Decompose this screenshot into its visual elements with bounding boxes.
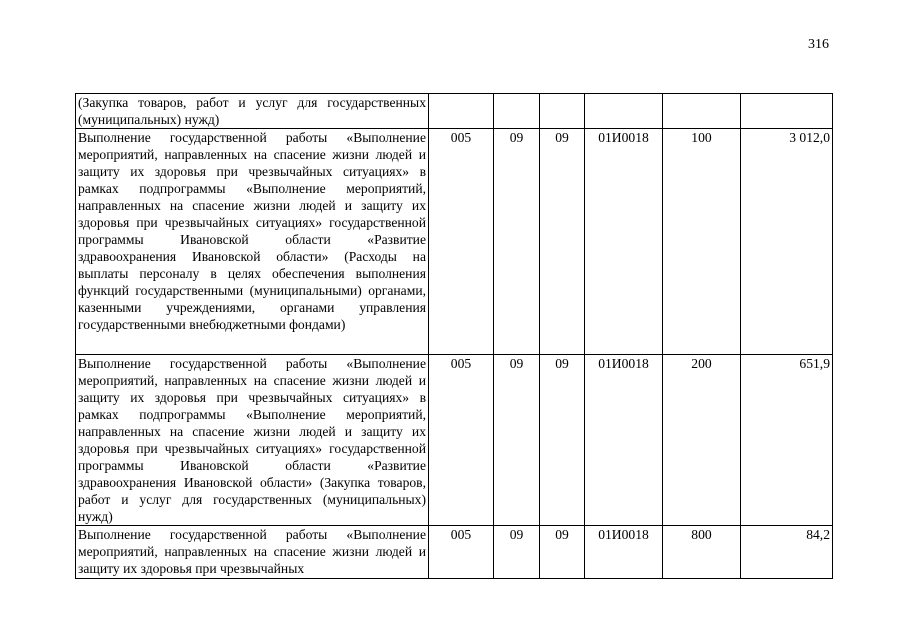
expense-type-cell: 100 (663, 129, 741, 355)
table-row (76, 94, 833, 129)
expense-type-cell (663, 94, 741, 129)
amount-cell: 84,2 (741, 526, 833, 579)
expense-type-cell: 200 (663, 355, 741, 526)
description-cell: Выполнение государственной работы «Выполнение мероприятий, направленных на спасение жизни людей и защиту их здоровья при чрезвычайных ситуациях» в рамках подпрограммы «Выполнение мероприятий, направленных на спасение жизни людей и защиту их здоровья при чрезвычайных ситуациях» государственной программы Ивановской области «Развитие здравоохранения Ивановской области» (Закупка товаров, работ и услуг для государственных (муниципальных) нужд) (76, 355, 429, 526)
table-row (76, 129, 833, 355)
expense-type-cell: 800 (663, 526, 741, 579)
amount-cell: 3 012,0 (741, 129, 833, 355)
target-article-cell: 01И0018 (585, 355, 663, 526)
amount-cell: 651,9 (741, 355, 833, 526)
ministry-code-cell: 005 (429, 355, 494, 526)
description-cell: (Закупка товаров, работ и услуг для государственных (муниципальных) нужд) (76, 94, 429, 129)
subsection-cell: 09 (540, 526, 585, 579)
subsection-cell: 09 (540, 129, 585, 355)
section-cell: 09 (494, 526, 540, 579)
description-cell: Выполнение государственной работы «Выполнение мероприятий, направленных на спасение жизни людей и защиту их здоровья при чрезвычайных ситуациях» в рамках подпрограммы «Выполнение мероприятий, направленных на спасение жизни людей и защиту их здоровья при чрезвычайных ситуациях» государственной программы Ивановской области «Развитие здравоохранения Ивановской области» (Расходы на выплаты персоналу в целях обеспечения выполнения функций государственными (муниципальными) органами, казенными учреждениями, органами управления государственными внебюджетными фондами) (76, 129, 429, 355)
subsection-cell: 09 (540, 355, 585, 526)
subsection-cell (540, 94, 585, 129)
target-article-cell (585, 94, 663, 129)
page-number: 316 (808, 37, 829, 52)
target-article-cell: 01И0018 (585, 526, 663, 579)
ministry-code-cell: 005 (429, 129, 494, 355)
table-row (76, 355, 833, 526)
table-row (76, 526, 833, 579)
amount-cell (741, 94, 833, 129)
budget-table (75, 93, 833, 579)
target-article-cell: 01И0018 (585, 129, 663, 355)
section-cell: 09 (494, 355, 540, 526)
ministry-code-cell: 005 (429, 526, 494, 579)
description-cell: Выполнение государственной работы «Выполнение мероприятий, направленных на спасение жизни людей и защиту их здоровья при чрезвычайных (76, 526, 429, 579)
section-cell (494, 94, 540, 129)
section-cell: 09 (494, 129, 540, 355)
ministry-code-cell (429, 94, 494, 129)
